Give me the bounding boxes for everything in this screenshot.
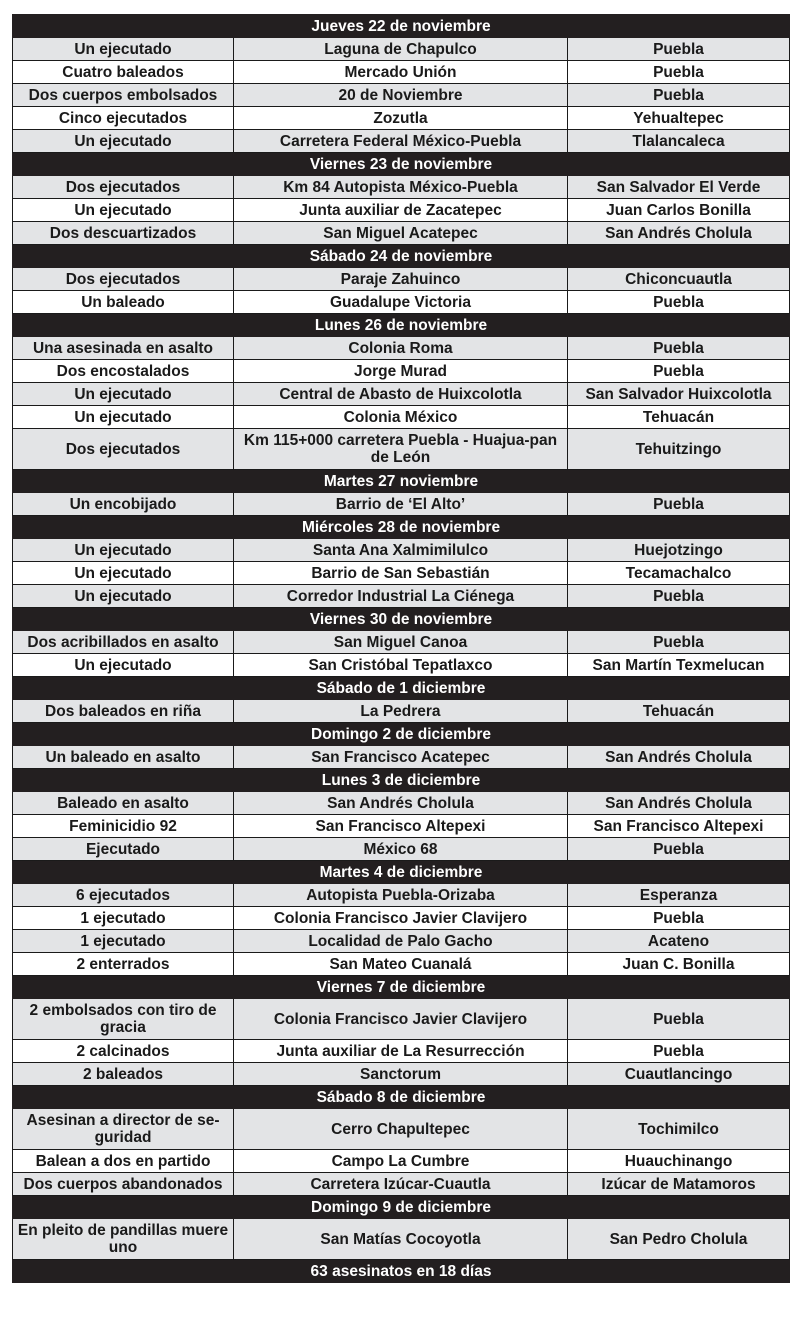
location-cell: Barrio de ‘El Alto’ xyxy=(234,493,568,516)
location-cell: Km 84 Autopista México-Puebla xyxy=(234,176,568,199)
table-row xyxy=(13,562,790,585)
municipality-cell: San Martín Texmelucan xyxy=(568,654,790,677)
location-cell: Central de Abasto de Huixcolotla xyxy=(234,383,568,406)
incident-cell: Un encobijado xyxy=(13,493,234,516)
incident-cell: Una asesinada en asalto xyxy=(13,337,234,360)
location-cell: San Francisco Acatepec xyxy=(234,746,568,769)
location-cell: Guadalupe Victoria xyxy=(234,291,568,314)
location-cell: Laguna de Chapulco xyxy=(234,38,568,61)
date-header-row xyxy=(13,723,790,746)
date-header: Sábado de 1 diciembre xyxy=(13,677,790,700)
table-row xyxy=(13,337,790,360)
municipality-cell: Puebla xyxy=(568,585,790,608)
incident-cell: 1 ejecutado xyxy=(13,930,234,953)
table-row xyxy=(13,360,790,383)
date-header: Miércoles 28 de noviembre xyxy=(13,516,790,539)
location-cell: Sanctorum xyxy=(234,1063,568,1086)
municipality-cell: Izúcar de Matamoros xyxy=(568,1173,790,1196)
municipality-cell: Cuautlancingo xyxy=(568,1063,790,1086)
municipality-cell: San Francisco Altepexi xyxy=(568,815,790,838)
table-row xyxy=(13,930,790,953)
incident-cell: Un ejecutado xyxy=(13,654,234,677)
incident-cell: Un ejecutado xyxy=(13,130,234,153)
date-header-row xyxy=(13,861,790,884)
incident-cell: Un ejecutado xyxy=(13,38,234,61)
incident-cell: Un baleado en asalto xyxy=(13,746,234,769)
municipality-cell: Tehuitzingo xyxy=(568,429,790,470)
date-header: Lunes 3 de diciembre xyxy=(13,769,790,792)
municipality-cell: San Pedro Cholula xyxy=(568,1219,790,1260)
table-row xyxy=(13,1040,790,1063)
date-header-row xyxy=(13,314,790,337)
incident-cell: Dos cuerpos abandonados xyxy=(13,1173,234,1196)
table-row xyxy=(13,61,790,84)
municipality-cell: Puebla xyxy=(568,291,790,314)
incident-cell: Ejecutado xyxy=(13,838,234,861)
location-cell: Junta auxiliar de La Resurrección xyxy=(234,1040,568,1063)
incident-cell: Un ejecutado xyxy=(13,383,234,406)
table-row xyxy=(13,953,790,976)
incident-cell: Dos ejecutados xyxy=(13,429,234,470)
municipality-cell: Tecamachalco xyxy=(568,562,790,585)
table-row xyxy=(13,84,790,107)
location-cell: San Francisco Altepexi xyxy=(234,815,568,838)
date-header-row xyxy=(13,470,790,493)
table-row xyxy=(13,907,790,930)
incident-cell: Feminicidio 92 xyxy=(13,815,234,838)
table-row xyxy=(13,1109,790,1150)
location-cell: Campo La Cumbre xyxy=(234,1150,568,1173)
table-row xyxy=(13,539,790,562)
date-header-row xyxy=(13,245,790,268)
table-row xyxy=(13,884,790,907)
table-row xyxy=(13,38,790,61)
municipality-cell: Huauchinango xyxy=(568,1150,790,1173)
incident-cell: En pleito de pandillas muere uno xyxy=(13,1219,234,1260)
incident-cell: Un ejecutado xyxy=(13,539,234,562)
location-cell: Carretera Izúcar-Cuautla xyxy=(234,1173,568,1196)
incident-cell: Dos encostalados xyxy=(13,360,234,383)
table-row xyxy=(13,838,790,861)
municipality-cell: Esperanza xyxy=(568,884,790,907)
location-cell: Colonia Francisco Javier Clavijero xyxy=(234,907,568,930)
municipality-cell: Puebla xyxy=(568,493,790,516)
date-header: Sábado 24 de noviembre xyxy=(13,245,790,268)
location-cell: San Miguel Acatepec xyxy=(234,222,568,245)
location-cell: Cerro Chapultepec xyxy=(234,1109,568,1150)
municipality-cell: Acateno xyxy=(568,930,790,953)
location-cell: Colonia Roma xyxy=(234,337,568,360)
incident-cell: 2 enterrados xyxy=(13,953,234,976)
incident-cell: Cinco ejecutados xyxy=(13,107,234,130)
table-row xyxy=(13,107,790,130)
municipality-cell: Puebla xyxy=(568,907,790,930)
date-header-row xyxy=(13,15,790,38)
incident-cell: Cuatro baleados xyxy=(13,61,234,84)
incident-cell: 2 baleados xyxy=(13,1063,234,1086)
municipality-cell: Tehuacán xyxy=(568,700,790,723)
municipality-cell: San Andrés Cholula xyxy=(568,746,790,769)
table-row xyxy=(13,792,790,815)
municipality-cell: Chiconcuautla xyxy=(568,268,790,291)
table-row xyxy=(13,631,790,654)
table-row xyxy=(13,1063,790,1086)
location-cell: San Mateo Cuanalá xyxy=(234,953,568,976)
incident-cell: Dos ejecutados xyxy=(13,268,234,291)
municipality-cell: Puebla xyxy=(568,838,790,861)
table-row xyxy=(13,746,790,769)
incident-cell: Un ejecutado xyxy=(13,199,234,222)
municipality-cell: Juan C. Bonilla xyxy=(568,953,790,976)
municipality-cell: Puebla xyxy=(568,631,790,654)
municipality-cell: Tlalancaleca xyxy=(568,130,790,153)
municipality-cell: Tochimilco xyxy=(568,1109,790,1150)
date-header: Lunes 26 de noviembre xyxy=(13,314,790,337)
table-row xyxy=(13,1150,790,1173)
location-cell: Junta auxiliar de Zacatepec xyxy=(234,199,568,222)
incident-cell: Baleado en asalto xyxy=(13,792,234,815)
location-cell: Km 115+000 carretera Puebla - Huajua-pan de León xyxy=(234,429,568,470)
municipality-cell: Puebla xyxy=(568,61,790,84)
date-header: Martes 4 de diciembre xyxy=(13,861,790,884)
total-label: 63 asesinatos en 18 días xyxy=(13,1260,790,1283)
incident-cell: Un ejecutado xyxy=(13,406,234,429)
municipality-cell: Puebla xyxy=(568,1040,790,1063)
location-cell: Zozutla xyxy=(234,107,568,130)
location-cell: Santa Ana Xalmimilulco xyxy=(234,539,568,562)
municipality-cell: San Andrés Cholula xyxy=(568,792,790,815)
location-cell: San Cristóbal Tepatlaxco xyxy=(234,654,568,677)
table-row xyxy=(13,268,790,291)
municipality-cell: Puebla xyxy=(568,337,790,360)
crime-table-container xyxy=(12,14,789,1283)
incident-cell: Dos acribillados en asalto xyxy=(13,631,234,654)
date-header: Viernes 30 de noviembre xyxy=(13,608,790,631)
table-row xyxy=(13,700,790,723)
municipality-cell: San Andrés Cholula xyxy=(568,222,790,245)
table-row xyxy=(13,1173,790,1196)
incident-cell: Balean a dos en partido xyxy=(13,1150,234,1173)
location-cell: México 68 xyxy=(234,838,568,861)
table-row xyxy=(13,199,790,222)
municipality-cell: Juan Carlos Bonilla xyxy=(568,199,790,222)
table-row xyxy=(13,291,790,314)
location-cell: Localidad de Palo Gacho xyxy=(234,930,568,953)
table-row xyxy=(13,222,790,245)
municipality-cell: Tehuacán xyxy=(568,406,790,429)
municipality-cell: Puebla xyxy=(568,38,790,61)
incident-cell: Dos descuartizados xyxy=(13,222,234,245)
table-row xyxy=(13,383,790,406)
incident-cell: Asesinan a director de se-guridad xyxy=(13,1109,234,1150)
location-cell: Corredor Industrial La Ciénega xyxy=(234,585,568,608)
municipality-cell: Puebla xyxy=(568,84,790,107)
date-header-row xyxy=(13,608,790,631)
table-row xyxy=(13,406,790,429)
date-header: Domingo 2 de diciembre xyxy=(13,723,790,746)
table-row xyxy=(13,176,790,199)
table-row xyxy=(13,999,790,1040)
location-cell: Jorge Murad xyxy=(234,360,568,383)
table-row xyxy=(13,493,790,516)
incident-cell: Un ejecutado xyxy=(13,562,234,585)
incident-cell: 2 calcinados xyxy=(13,1040,234,1063)
municipality-cell: Yehualtepec xyxy=(568,107,790,130)
municipality-cell: San Salvador El Verde xyxy=(568,176,790,199)
location-cell: San Matías Cocoyotla xyxy=(234,1219,568,1260)
date-header: Viernes 23 de noviembre xyxy=(13,153,790,176)
date-header: Martes 27 noviembre xyxy=(13,470,790,493)
location-cell: Autopista Puebla-Orizaba xyxy=(234,884,568,907)
date-header-row xyxy=(13,516,790,539)
date-header-row xyxy=(13,1086,790,1109)
incident-cell: Un ejecutado xyxy=(13,585,234,608)
location-cell: Colonia México xyxy=(234,406,568,429)
table-row xyxy=(13,585,790,608)
incident-cell: 2 embolsados con tiro de gracia xyxy=(13,999,234,1040)
municipality-cell: Puebla xyxy=(568,360,790,383)
table-row xyxy=(13,429,790,470)
location-cell: San Andrés Cholula xyxy=(234,792,568,815)
crime-table xyxy=(12,14,790,1283)
incident-cell: 1 ejecutado xyxy=(13,907,234,930)
location-cell: Colonia Francisco Javier Clavijero xyxy=(234,999,568,1040)
date-header: Jueves 22 de noviembre xyxy=(13,15,790,38)
location-cell: Carretera Federal México-Puebla xyxy=(234,130,568,153)
municipality-cell: San Salvador Huixcolotla xyxy=(568,383,790,406)
location-cell: San Miguel Canoa xyxy=(234,631,568,654)
date-header: Viernes 7 de diciembre xyxy=(13,976,790,999)
table-row xyxy=(13,815,790,838)
table-row xyxy=(13,130,790,153)
date-header-row xyxy=(13,1196,790,1219)
date-header: Domingo 9 de diciembre xyxy=(13,1196,790,1219)
incident-cell: Un baleado xyxy=(13,291,234,314)
location-cell: Barrio de San Sebastián xyxy=(234,562,568,585)
date-header-row xyxy=(13,769,790,792)
crime-table-body xyxy=(13,15,790,1260)
municipality-cell: Puebla xyxy=(568,999,790,1040)
incident-cell: 6 ejecutados xyxy=(13,884,234,907)
incident-cell: Dos ejecutados xyxy=(13,176,234,199)
total-row xyxy=(13,1260,790,1283)
location-cell: La Pedrera xyxy=(234,700,568,723)
municipality-cell: Huejotzingo xyxy=(568,539,790,562)
incident-cell: Dos cuerpos embolsados xyxy=(13,84,234,107)
table-row xyxy=(13,654,790,677)
location-cell: Mercado Unión xyxy=(234,61,568,84)
date-header-row xyxy=(13,677,790,700)
table-row xyxy=(13,1219,790,1260)
date-header: Sábado 8 de diciembre xyxy=(13,1086,790,1109)
location-cell: Paraje Zahuinco xyxy=(234,268,568,291)
date-header-row xyxy=(13,976,790,999)
incident-cell: Dos baleados en riña xyxy=(13,700,234,723)
date-header-row xyxy=(13,153,790,176)
location-cell: 20 de Noviembre xyxy=(234,84,568,107)
